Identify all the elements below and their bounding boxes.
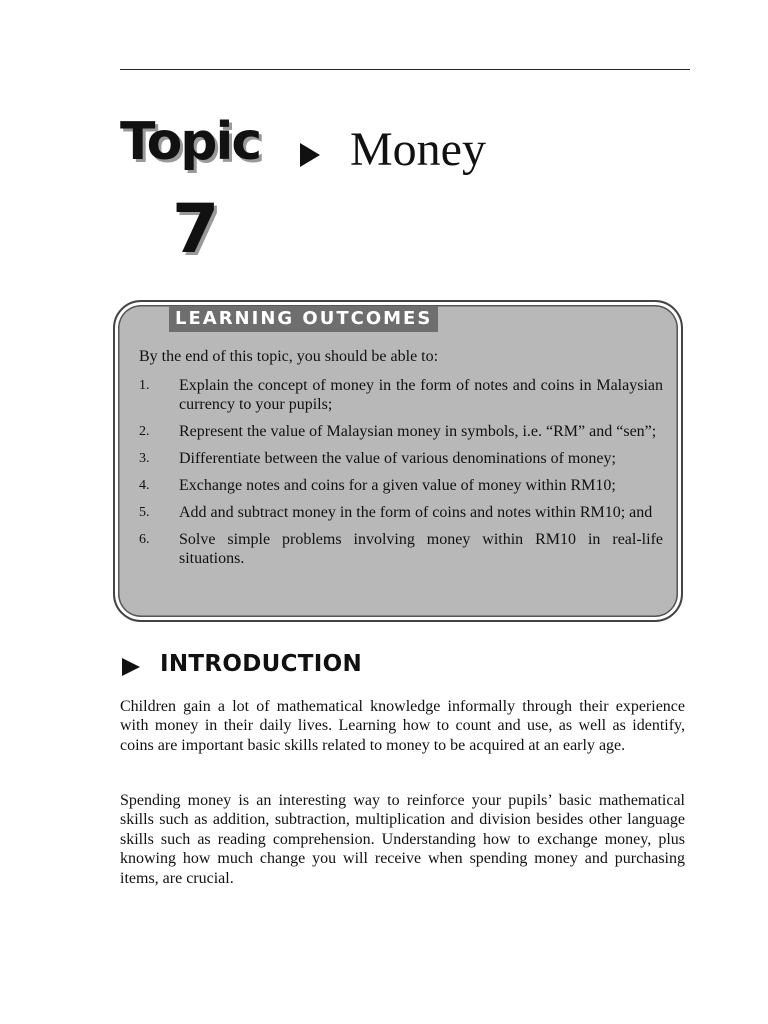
list-item-number: 2. [139, 424, 150, 439]
list-item [139, 503, 663, 522]
list-item-number: 6. [139, 532, 150, 547]
topic-label: Topic [120, 112, 261, 172]
top-rule [120, 69, 690, 70]
play-arrow-icon [298, 140, 322, 170]
list-item-text: Represent the value of Malaysian money in symbols, i.e. “RM” and “sen”; [179, 423, 657, 440]
topic-number: 7 [172, 190, 220, 269]
list-item-number: 3. [139, 451, 150, 466]
section-heading: INTRODUCTION [160, 651, 363, 677]
learning-outcomes-intro: By the end of this topic, you should be able to: [139, 348, 439, 365]
learning-outcomes-box [113, 300, 683, 622]
list-item [139, 530, 663, 568]
list-item-text: Differentiate between the value of various denominations of money; [179, 450, 616, 467]
learning-outcomes-list [139, 376, 663, 576]
list-item [139, 449, 663, 468]
play-arrow-icon [121, 656, 141, 678]
paragraph: Children gain a lot of mathematical knowledge informally through their experience with money in their daily lives. Learning how to count and use, as well as identify, coins are important basic skills related to money to be acquired at an early age. [120, 698, 685, 754]
list-item-text: Exchange notes and coins for a given value of money within RM10; [179, 477, 616, 494]
list-item [139, 376, 663, 414]
learning-outcomes-heading: LEARNING OUTCOMES [169, 306, 438, 332]
list-item-number: 1. [139, 378, 150, 393]
list-item [139, 476, 663, 495]
list-item-number: 5. [139, 505, 150, 520]
paragraph: Spending money is an interesting way to reinforce your pupils’ basic mathematical skills such as addition, subtraction, multiplication and division besides other language skills such as reading comprehension. Understanding how to exchange money, plus knowing how much change you will receive when spending money and purchasing items, are crucial. [120, 792, 685, 887]
list-item [139, 422, 663, 441]
page-title: Money [350, 123, 486, 176]
list-item-number: 4. [139, 478, 150, 493]
list-item-text: Add and subtract money in the form of coins and notes within RM10; and [179, 504, 653, 521]
list-item-text: Solve simple problems involving money within RM10 in real-life situations. [179, 531, 663, 567]
list-item-text: Explain the concept of money in the form of notes and coins in Malaysian currency to your pupils; [179, 377, 663, 413]
